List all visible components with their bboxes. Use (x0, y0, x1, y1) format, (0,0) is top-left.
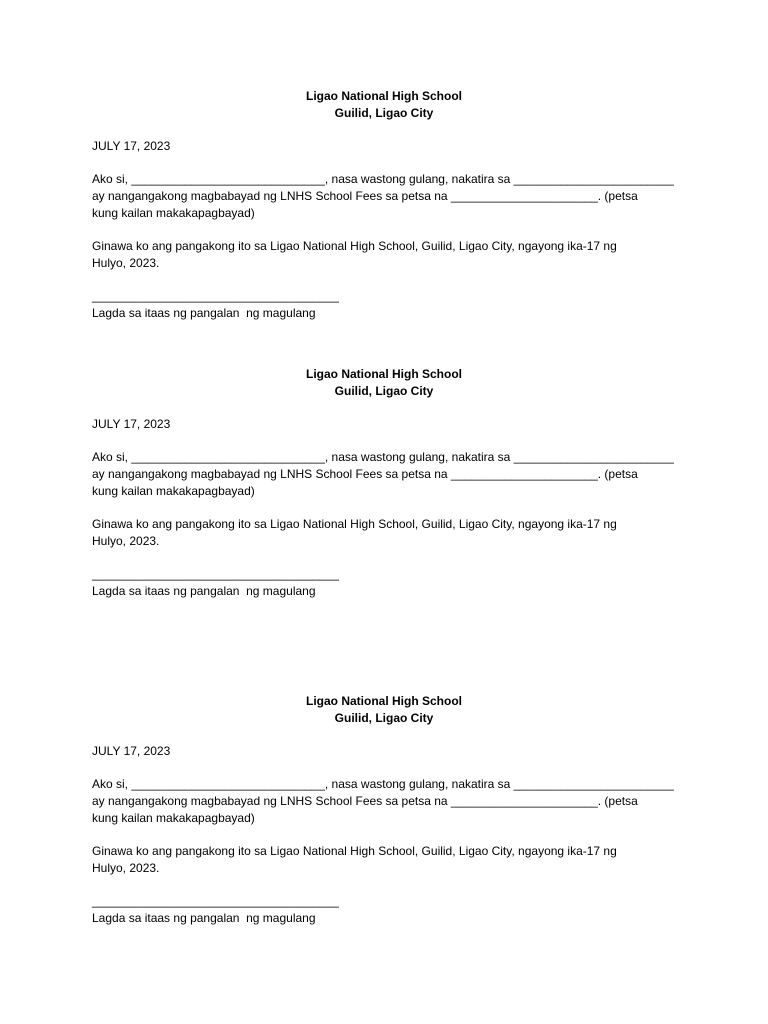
school-address: Guilid, Ligao City (334, 384, 434, 398)
made-paragraph (92, 516, 672, 550)
pledge-paragraph (92, 776, 682, 827)
made-line: Ginawa ko ang pangakong ito sa Ligao National High School, Guilid, Ligao City, ngayong ika-17 ng (92, 517, 617, 531)
made-paragraph (92, 843, 672, 877)
school-address: Guilid, Ligao City (334, 711, 434, 725)
signature-block (92, 566, 682, 600)
made-paragraph (92, 238, 672, 272)
pledge-form-2 (92, 366, 682, 600)
pledge-line: kung kailan makakapagbayad) (92, 811, 255, 825)
signature-label: Lagda sa itaas ng pangalan ng magulang (92, 306, 316, 320)
form-header (92, 693, 676, 727)
pledge-line: Ako si, _____________________________, nasa wastong gulang, nakatira sa ________________________ (92, 172, 674, 186)
pledge-paragraph (92, 449, 682, 500)
made-line: Hulyo, 2023. (92, 256, 160, 270)
signature-label: Lagda sa itaas ng pangalan ng magulang (92, 584, 316, 598)
school-address: Guilid, Ligao City (334, 106, 434, 120)
signature-label: Lagda sa itaas ng pangalan ng magulang (92, 911, 316, 925)
pledge-paragraph (92, 171, 682, 222)
signature-block (92, 288, 682, 322)
signature-line: _____________________________________ (92, 567, 339, 581)
form-date: JULY 17, 2023 (92, 139, 171, 153)
made-line: Ginawa ko ang pangakong ito sa Ligao National High School, Guilid, Ligao City, ngayong ika-17 ng (92, 239, 617, 253)
pledge-line: kung kailan makakapagbayad) (92, 484, 255, 498)
pledge-form-3 (92, 693, 682, 927)
made-line: Hulyo, 2023. (92, 861, 160, 875)
pledge-line: ay nangangakong magbabayad ng LNHS School Fees sa petsa na ______________________. (petsa (92, 189, 638, 203)
pledge-line: Ako si, _____________________________, nasa wastong gulang, nakatira sa ________________________ (92, 777, 674, 791)
pledge-line: ay nangangakong magbabayad ng LNHS School Fees sa petsa na ______________________. (petsa (92, 794, 638, 808)
pledge-line: ay nangangakong magbabayad ng LNHS School Fees sa petsa na ______________________. (petsa (92, 467, 638, 481)
pledge-form-1 (92, 88, 682, 322)
form-date: JULY 17, 2023 (92, 417, 171, 431)
signature-line: _____________________________________ (92, 289, 339, 303)
form-date: JULY 17, 2023 (92, 744, 171, 758)
school-name: Ligao National High School (306, 694, 462, 708)
signature-line: _____________________________________ (92, 894, 339, 908)
school-name: Ligao National High School (306, 89, 462, 103)
school-name: Ligao National High School (306, 367, 462, 381)
signature-block (92, 893, 682, 927)
form-header (92, 88, 676, 122)
made-line: Hulyo, 2023. (92, 534, 160, 548)
made-line: Ginawa ko ang pangakong ito sa Ligao National High School, Guilid, Ligao City, ngayong ika-17 ng (92, 844, 617, 858)
form-header (92, 366, 676, 400)
pledge-line: Ako si, _____________________________, nasa wastong gulang, nakatira sa ________________________ (92, 450, 674, 464)
pledge-line: kung kailan makakapagbayad) (92, 206, 255, 220)
